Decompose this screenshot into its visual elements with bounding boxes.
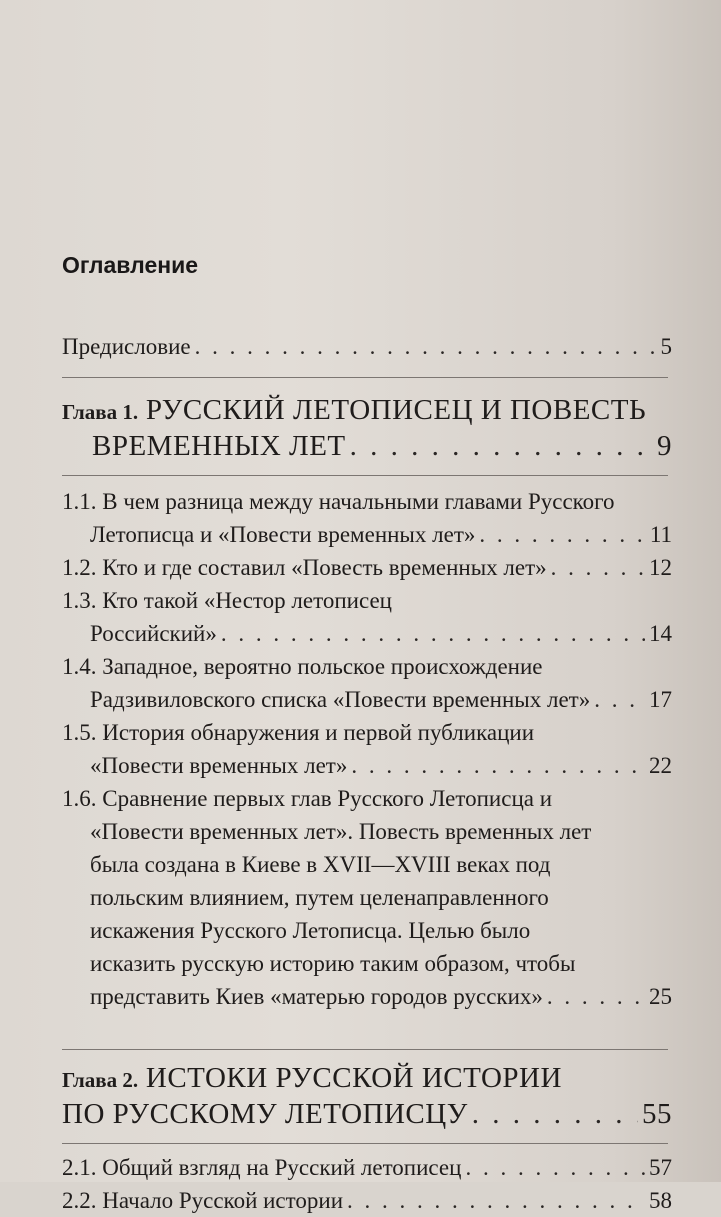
leader-dots [351,749,645,782]
leader-dots [551,551,645,584]
entry-line: польским влиянием, путем целенаправленного [90,885,549,910]
toc-entry-section-1-1 [62,485,672,551]
entry-title: Радзивиловского списка «Повести временных лет» [90,687,591,712]
entry-line: 1.3. Кто такой «Нестор летописец [62,588,392,613]
page-number: 58 [649,1188,672,1213]
leader-dots [547,980,645,1013]
entry-title: Предисловие [62,334,191,359]
entry-title: 1.2. Кто и где составил «Повесть временных лет» [62,555,547,580]
leader-dots [350,429,653,463]
leader-dots [465,1151,645,1184]
leader-dots [479,518,645,551]
toc-heading: Оглавление [62,252,199,278]
entry-title: «Повести временных лет» [90,753,348,778]
entry-line: 1.6. Сравнение первых глав Русского Летописца и [62,786,553,811]
toc-entry-section-1-2 [62,551,672,584]
entry-line: 1.1. В чем разница между начальными главами Русского [62,489,615,514]
page-number: 14 [649,621,672,646]
toc-entry-chapter-1 [62,393,672,463]
chapter-title-line2: ВРЕМЕННЫХ ЛЕТ [92,430,346,462]
leader-dots [195,330,657,363]
toc-entry-section-2-1 [62,1151,672,1184]
page-number: 22 [649,753,672,778]
toc-entry-preface [62,330,672,363]
entry-line: 1.5. История обнаружения и первой публикации [62,720,535,745]
chapter-label: Глава 2. [62,1068,139,1092]
table-of-contents [62,330,672,1217]
leader-dots [594,683,645,716]
page-number: 11 [649,522,672,547]
toc-entry-section-1-3 [62,584,672,650]
entry-title: представить Киев «матерью городов русских» [90,984,543,1009]
toc-entry-chapter-2 [62,1061,672,1131]
entry-line: была создана в Киеве в XVII—XVIII веках под [90,852,551,877]
leader-dots [472,1097,638,1131]
page-number: 9 [657,430,672,462]
toc-entry-section-2-2 [62,1184,672,1217]
entry-title: 2.2. Начало Русской истории [62,1188,344,1213]
leader-dots [221,617,645,650]
entry-title: 2.1. Общий взгляд на Русский летописец [62,1155,462,1180]
chapter-label: Глава 1. [62,400,139,424]
toc-entry-section-1-6 [62,782,672,1013]
entry-title: Российский» [90,621,217,646]
page-number: 57 [649,1155,672,1180]
leader-dots [347,1184,645,1217]
divider [62,377,668,379]
entry-line: 1.4. Западное, вероятно польское происхождение [62,654,543,679]
page-number: 55 [642,1098,672,1130]
entry-line: «Повести временных лет». Повесть временных лет [90,819,592,844]
page-number: 5 [660,334,672,359]
divider [62,1143,668,1145]
entry-line: исказить русскую историю таким образом, чтобы [90,951,576,976]
chapter-title-line2: ПО РУССКОМУ ЛЕТОПИСЦУ [62,1098,468,1130]
page-number: 17 [649,687,672,712]
chapter-title-line1: РУССКИЙ ЛЕТОПИСЕЦ И ПОВЕСТЬ [145,394,647,426]
page-number: 25 [649,984,672,1009]
toc-entry-section-1-5 [62,716,672,782]
divider [62,475,668,477]
entry-title: Летописца и «Повести временных лет» [90,522,476,547]
entry-line: искажения Русского Летописца. Целью было [90,918,531,943]
chapter-title-line1: ИСТОКИ РУССКОЙ ИСТОРИИ [145,1062,562,1094]
divider [62,1049,668,1051]
page-number: 12 [649,555,672,580]
toc-entry-section-1-4 [62,650,672,716]
